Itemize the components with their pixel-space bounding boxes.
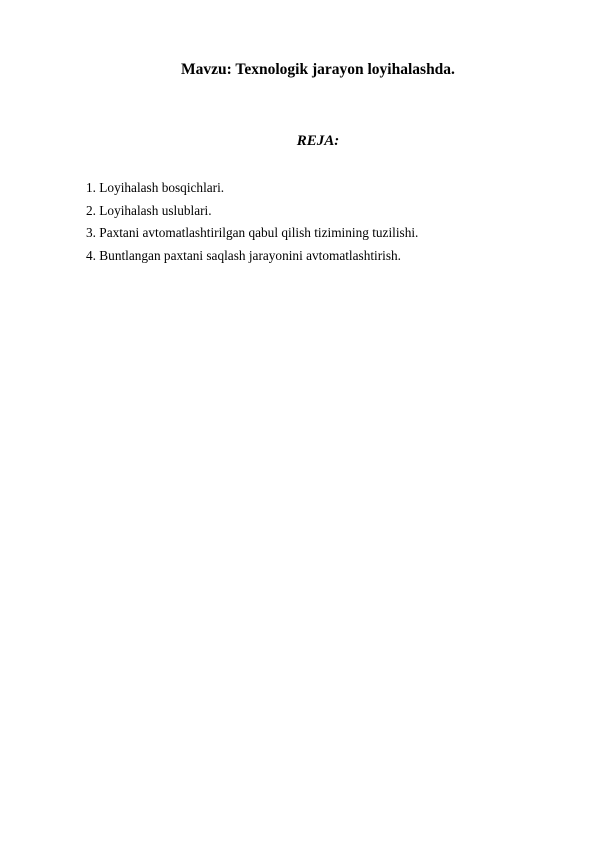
plan-heading: REJA:	[296, 133, 340, 149]
plan-item: 2. Loyihalash uslublari.	[86, 202, 212, 218]
document-title: Mavzu: Texnologik jarayon loyihalashda.	[181, 61, 455, 78]
plan-list	[86, 178, 418, 268]
plan-item: 1. Loyihalash bosqichlari.	[86, 180, 225, 195]
plan-item: 3. Paxtani avtomatlashtirilgan qabul qilish tizimining tuzilishi.	[86, 225, 419, 240]
plan-item: 4. Buntlangan paxtani saqlash jarayonini avtomatlashtirish.	[86, 247, 401, 263]
